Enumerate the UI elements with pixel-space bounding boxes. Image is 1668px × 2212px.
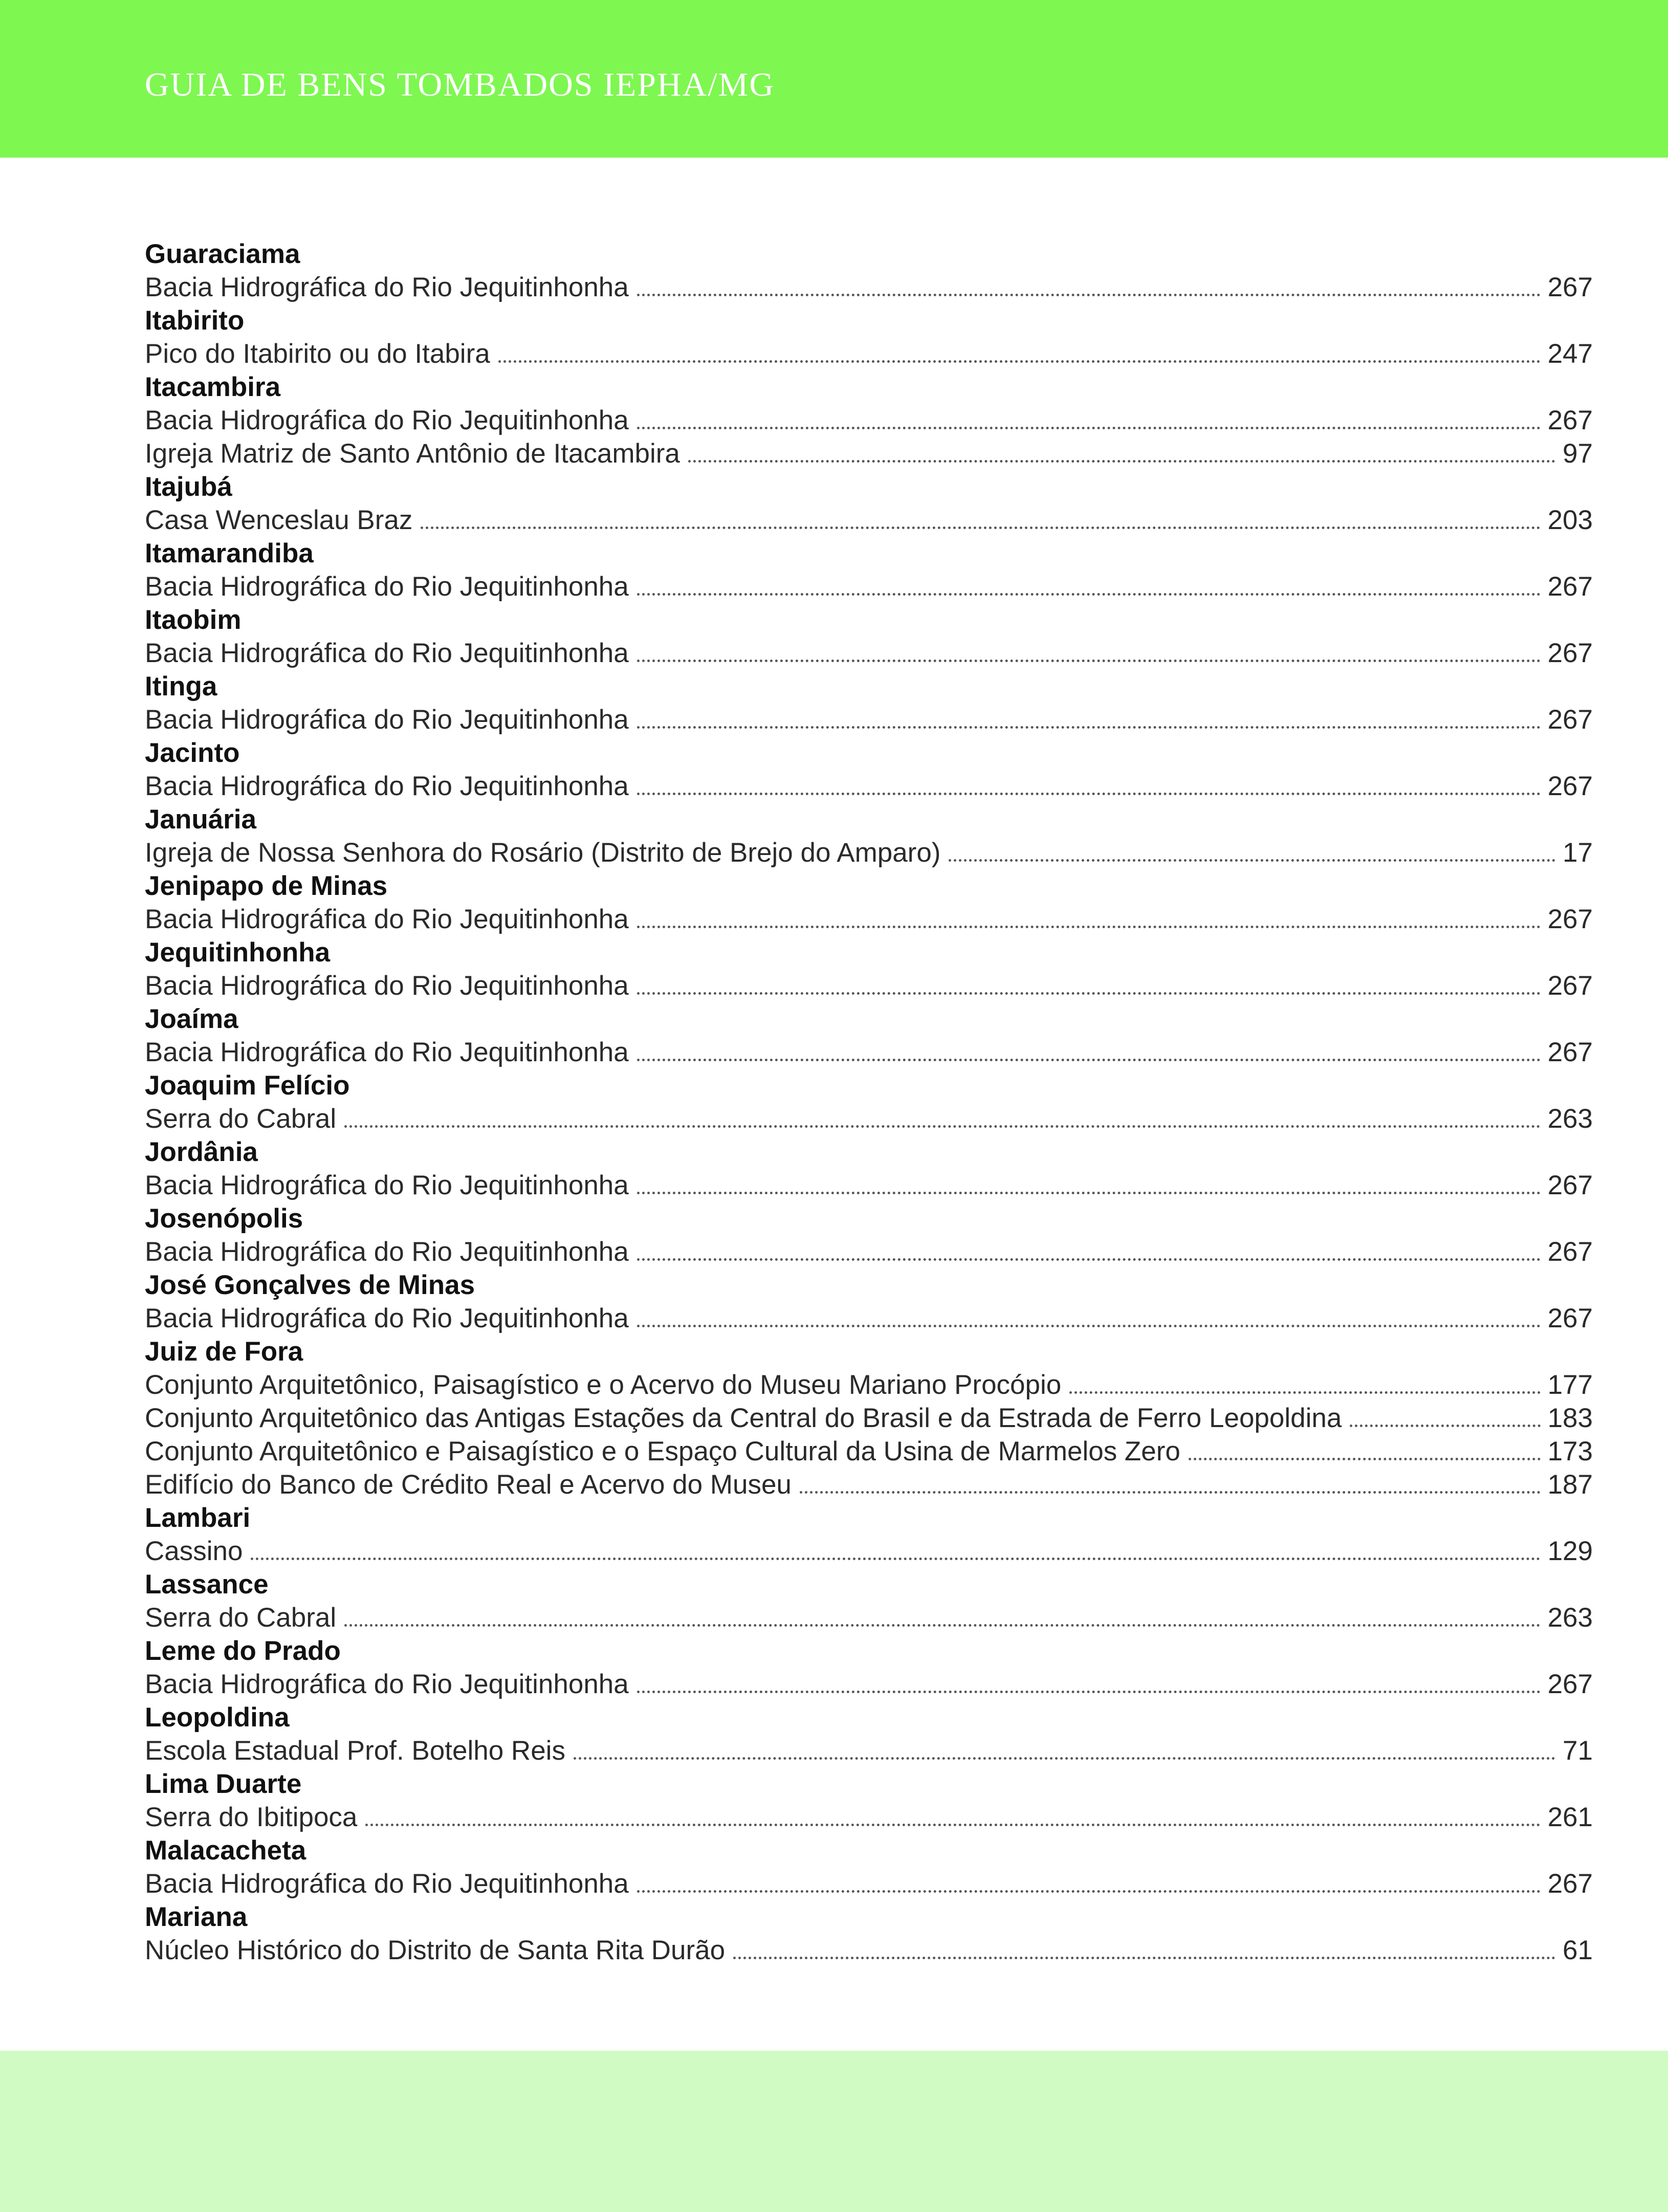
entry-title: Bacia Hidrográfica do Rio Jequitinhonha [145, 904, 629, 934]
entry-page-number: 267 [1547, 1303, 1593, 1333]
dot-leader [637, 726, 1541, 729]
entry-title: Conjunto Arquitetônico, Paisagístico e o Acervo do Museu Mariano Procópio [145, 1370, 1062, 1400]
index-entry [145, 1601, 1593, 1634]
entry-page-number: 267 [1547, 1237, 1593, 1267]
entry-title: Casa Wenceslau Braz [145, 505, 413, 535]
index-entry [145, 836, 1593, 869]
entry-page-number: 173 [1547, 1436, 1593, 1466]
entry-title: Bacia Hidrográfica do Rio Jequitinhonha [145, 1303, 629, 1333]
header-band [0, 0, 1668, 158]
dot-leader [1069, 1391, 1540, 1394]
index-city-heading: Leme do Prado [145, 1636, 341, 1666]
index-entry [145, 1435, 1593, 1468]
index-entry [145, 404, 1593, 437]
entry-page-number: 267 [1547, 771, 1593, 801]
dot-leader [637, 1890, 1541, 1893]
entry-title: Serra do Ibitipoca [145, 1802, 358, 1832]
dot-leader [637, 793, 1541, 795]
index-entry [145, 1468, 1593, 1501]
index-entry [145, 1036, 1593, 1069]
index-entry [145, 703, 1593, 736]
dot-leader [637, 593, 1541, 596]
index-city-heading: Itamarandiba [145, 538, 314, 568]
index-entry [145, 271, 1593, 304]
dot-leader [637, 294, 1541, 296]
entry-title: Bacia Hidrográfica do Rio Jequitinhonha [145, 405, 629, 435]
index-entry [145, 1169, 1593, 1202]
dot-leader [637, 427, 1541, 429]
dot-leader [637, 1192, 1541, 1194]
index-city-heading: Leopoldina [145, 1702, 290, 1733]
index-city-heading: Malacacheta [145, 1835, 306, 1866]
index-entry [145, 570, 1593, 603]
index-city-heading: Itinga [145, 671, 217, 702]
index-entry [145, 1734, 1593, 1767]
dot-leader [421, 527, 1540, 529]
index-city-heading: Januária [145, 804, 257, 835]
footer-band [0, 2051, 1668, 2212]
dot-leader [344, 1624, 1540, 1627]
dot-leader [688, 460, 1555, 463]
index-entry [145, 1235, 1593, 1268]
index-list [145, 237, 1593, 1967]
entry-page-number: 61 [1563, 1935, 1593, 1965]
entry-page-number: 267 [1547, 904, 1593, 934]
index-entry [145, 1801, 1593, 1834]
index-city-heading: José Gonçalves de Minas [145, 1270, 475, 1300]
dot-leader [637, 1325, 1541, 1327]
entry-title: Bacia Hidrográfica do Rio Jequitinhonha [145, 638, 629, 668]
entry-page-number: 203 [1547, 505, 1593, 535]
entry-title: Bacia Hidrográfica do Rio Jequitinhonha [145, 771, 629, 801]
entry-title: Edifício do Banco de Crédito Real e Acervo do Museu [145, 1470, 792, 1500]
index-entry [145, 1668, 1593, 1701]
index-entry [145, 1302, 1593, 1335]
dot-leader [733, 1957, 1555, 1959]
index-city-heading: Lassance [145, 1569, 269, 1600]
entry-title: Bacia Hidrográfica do Rio Jequitinhonha [145, 1037, 629, 1067]
entry-page-number: 247 [1547, 339, 1593, 369]
index-city-heading: Jequitinhonha [145, 937, 331, 968]
entry-title: Núcleo Histórico do Distrito de Santa Rita Durão [145, 1935, 726, 1965]
index-entry [145, 503, 1593, 537]
entry-title: Bacia Hidrográfica do Rio Jequitinhonha [145, 1869, 629, 1899]
index-city-heading: Itajubá [145, 472, 232, 502]
entry-page-number: 71 [1563, 1736, 1593, 1766]
dot-leader [574, 1757, 1555, 1760]
index-entry [145, 770, 1593, 803]
dot-leader [251, 1558, 1540, 1560]
dot-leader [637, 926, 1541, 928]
index-city-heading: Itabirito [145, 305, 245, 336]
entry-page-number: 261 [1547, 1802, 1593, 1832]
index-city-heading: Jacinto [145, 738, 240, 768]
entry-page-number: 17 [1563, 838, 1593, 868]
entry-page-number: 177 [1547, 1370, 1593, 1400]
index-city-heading: Itacambira [145, 372, 281, 402]
index-entry [145, 969, 1593, 1002]
entry-page-number: 267 [1547, 1669, 1593, 1699]
index-entry [145, 1867, 1593, 1900]
dot-leader [949, 859, 1555, 862]
entry-title: Bacia Hidrográfica do Rio Jequitinhonha [145, 971, 629, 1001]
entry-page-number: 129 [1547, 1536, 1593, 1566]
entry-page-number: 187 [1547, 1470, 1593, 1500]
entry-title: Conjunto Arquitetônico e Paisagístico e o Espaço Cultural da Usina de Marmelos Zero [145, 1436, 1180, 1466]
index-entry [145, 337, 1593, 370]
index-city-heading: Guaraciama [145, 239, 300, 269]
entry-title: Bacia Hidrográfica do Rio Jequitinhonha [145, 705, 629, 735]
dot-leader [344, 1125, 1540, 1128]
entry-page-number: 267 [1547, 705, 1593, 735]
entry-title: Serra do Cabral [145, 1104, 337, 1134]
entry-title: Cassino [145, 1536, 243, 1566]
entry-page-number: 267 [1547, 1037, 1593, 1067]
entry-title: Igreja Matriz de Santo Antônio de Itacambira [145, 439, 680, 469]
index-city-heading: Jenipapo de Minas [145, 871, 388, 901]
index-entry [145, 1934, 1593, 1967]
index-entry [145, 903, 1593, 936]
dot-leader [365, 1824, 1540, 1826]
dot-leader [800, 1491, 1541, 1494]
entry-page-number: 263 [1547, 1603, 1593, 1633]
dot-leader [1189, 1458, 1541, 1460]
entry-title: Igreja de Nossa Senhora do Rosário (Distrito de Brejo do Amparo) [145, 838, 941, 868]
index-city-heading: Lambari [145, 1503, 251, 1533]
index-city-heading: Itaobim [145, 605, 242, 635]
entry-title: Bacia Hidrográfica do Rio Jequitinhonha [145, 1237, 629, 1267]
index-entry [145, 1102, 1593, 1135]
entry-page-number: 267 [1547, 638, 1593, 668]
dot-leader [637, 1059, 1541, 1061]
entry-title: Pico do Itabirito ou do Itabira [145, 339, 490, 369]
dot-leader [637, 660, 1541, 662]
entry-page-number: 267 [1547, 1170, 1593, 1200]
entry-page-number: 97 [1563, 439, 1593, 469]
entry-title: Bacia Hidrográfica do Rio Jequitinhonha [145, 1170, 629, 1200]
entry-title: Bacia Hidrográfica do Rio Jequitinhonha [145, 1669, 629, 1699]
entry-page-number: 267 [1547, 572, 1593, 602]
entry-title: Bacia Hidrográfica do Rio Jequitinhonha [145, 272, 629, 302]
entry-title: Escola Estadual Prof. Botelho Reis [145, 1736, 565, 1766]
entry-page-number: 183 [1547, 1403, 1593, 1433]
index-entry [145, 1401, 1593, 1435]
entry-page-number: 267 [1547, 405, 1593, 435]
index-city-heading: Juiz de Fora [145, 1337, 303, 1367]
index-entry [145, 437, 1593, 470]
dot-leader [498, 360, 1541, 363]
dot-leader [637, 1258, 1541, 1261]
index-entry [145, 1535, 1593, 1568]
index-city-heading: Mariana [145, 1902, 248, 1932]
dot-leader [1350, 1425, 1540, 1427]
dot-leader [637, 1691, 1541, 1693]
index-entry [145, 1368, 1593, 1401]
entry-title: Bacia Hidrográfica do Rio Jequitinhonha [145, 572, 629, 602]
entry-title: Serra do Cabral [145, 1603, 337, 1633]
index-entry [145, 637, 1593, 670]
entry-page-number: 267 [1547, 272, 1593, 302]
entry-page-number: 267 [1547, 1869, 1593, 1899]
index-city-heading: Lima Duarte [145, 1769, 302, 1799]
entry-page-number: 267 [1547, 971, 1593, 1001]
index-city-heading: Joaquim Felício [145, 1070, 350, 1101]
entry-page-number: 263 [1547, 1104, 1593, 1134]
index-city-heading: Joaíma [145, 1004, 238, 1034]
index-city-heading: Jordânia [145, 1137, 258, 1167]
page-header-title: GUIA DE BENS TOMBADOS IEPHA/MG [145, 66, 775, 103]
dot-leader [637, 992, 1541, 995]
index-city-heading: Josenópolis [145, 1203, 303, 1234]
entry-title: Conjunto Arquitetônico das Antigas Estações da Central do Brasil e da Estrada de Ferro Leopoldina [145, 1403, 1342, 1433]
